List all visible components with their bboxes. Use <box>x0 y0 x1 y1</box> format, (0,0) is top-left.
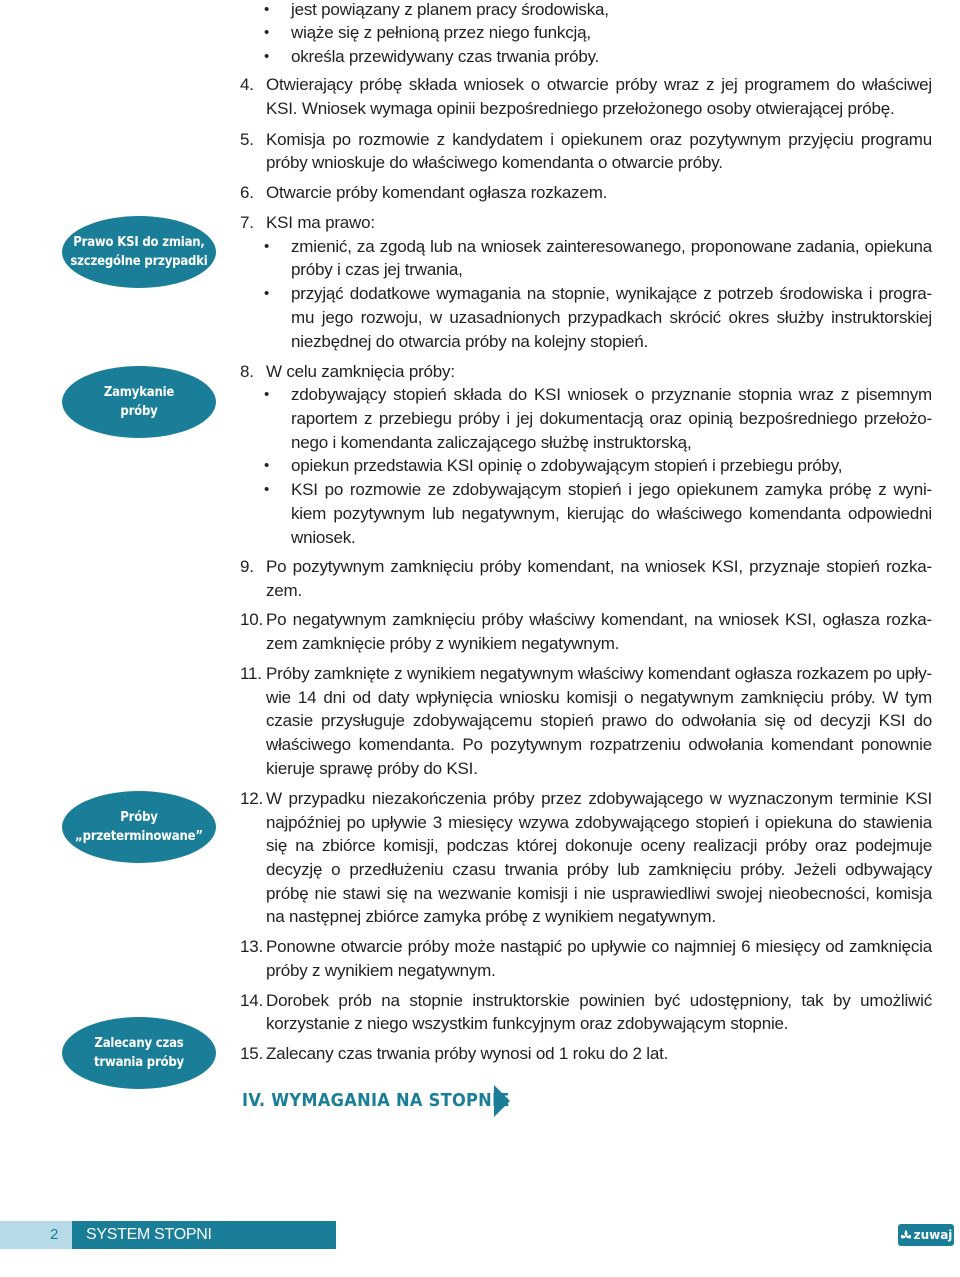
sidebar-item-label: Zalecany czas trwania próby <box>94 1036 184 1070</box>
list-item: niezbędnej do otwarcia próby na kolejny stopień. <box>291 332 649 351</box>
item-line: korzystanie z niego wszystkim funkcyjnym oraz zdobywającym stopnie. <box>266 1014 789 1033</box>
item-line: Komisja po rozmowie z kandydatem i opiekunem oraz pozytywnym przyjęciu programu <box>266 130 932 149</box>
bullet-icon: • <box>264 285 270 302</box>
bullet-icon: • <box>264 238 270 255</box>
footer-title: SYSTEM STOPNI INSTRUKTORSKICH <box>72 1221 336 1249</box>
list-item: próby i czas jej trwania, <box>291 260 463 279</box>
bullet-icon: • <box>264 24 270 41</box>
sidebar-item-label: Prawo KSI do zmian, szczególne przypadki <box>70 235 208 269</box>
item-number: 5. <box>240 130 254 149</box>
sidebar-item-prawo-ksi <box>62 216 216 288</box>
item-number: 8. <box>240 362 254 381</box>
item-line: zem. <box>266 581 303 600</box>
item-number: 11. <box>240 664 262 683</box>
list-item: KSI po rozmowie ze zdobywającym stopień i jego opiekunem zamyka próbę z wyni- <box>291 480 932 499</box>
item-line: W celu zamknięcia próby: <box>266 362 455 381</box>
item-number: 7. <box>240 213 254 232</box>
list-item: raportem z przebiegu próby i jej dokumentacją oraz opinią bezpośredniego przełożo- <box>291 409 932 428</box>
item-line: najpóźniej po upływie 3 miesięcy wzywa zdobywającego stopień i opiekuna do stawienia <box>266 813 932 832</box>
item-number: 15. <box>240 1044 264 1063</box>
item-line: Po pozytywnym zamknięciu próby komendant, na wniosek KSI, przyznaje stopień rozka- <box>266 557 932 576</box>
item-line: Zalecany czas trwania próby wynosi od 1 roku do 2 lat. <box>266 1044 669 1063</box>
item-number: 12. <box>240 789 264 808</box>
item-line: Próby zamknięte z wynikiem negatywnym właściwy komendant ogłasza rozkazem po upły- <box>266 664 932 683</box>
sidebar-item-zamykanie <box>62 366 216 438</box>
item-line: Po negatywnym zamknięciu próby właściwy komendant, na wniosek KSI, ogłasza rozka- <box>266 610 932 629</box>
item-line: próby z wynikiem negatywnym. <box>266 961 496 980</box>
item-line: KSI. Wniosek wymaga opinii bezpośredniego przełożonego osoby otwierającej próbę. <box>266 99 895 118</box>
list-item: jest powiązany z planem pracy środowiska, <box>291 0 609 19</box>
bullet-icon: • <box>264 48 270 65</box>
item-number: 9. <box>240 557 254 576</box>
item-number: 14. <box>240 991 264 1010</box>
sidebar-item-label: Zamykanie próby <box>103 385 175 419</box>
item-line: się na zbiórce komisji, podczas której dokonuje oceny realizacji próby oraz podejmuje <box>266 836 932 855</box>
bullet-icon: • <box>264 457 270 474</box>
list-item: wniosek. <box>291 528 356 547</box>
item-line: KSI ma prawo: <box>266 213 375 232</box>
list-item: wiąże się z pełnioną przez niego funkcją, <box>291 23 591 42</box>
lily-icon <box>900 1229 912 1241</box>
item-line: na następnej zbiórce zamyka próbę z wynikiem negatywnym. <box>266 907 716 926</box>
bullet-icon: • <box>264 481 270 498</box>
list-item: określa przewidywany czas trwania próby. <box>291 47 600 66</box>
item-line: próby wnioskuje do właściwego komendanta o otwarcie próby. <box>266 153 723 172</box>
item-line: czasie przysługuje zdobywającemu stopień prawo do odwołania się od decyzji KSI do <box>266 711 932 730</box>
section-heading: IV. WYMAGANIA NA STOPNIE <box>242 1090 510 1111</box>
item-line: Dorobek prób na stopnie instruktorskie powinien być udostępniony, tak by umożliwić <box>266 991 932 1010</box>
bullet-icon: • <box>264 386 270 403</box>
bullet-icon: • <box>264 1 270 18</box>
item-line: zem zamknięcie próby z wynikiem negatywnym. <box>266 634 620 653</box>
list-item: zdobywający stopień składa do KSI wniosek o przyznanie stopnia wraz z pisemnym <box>291 385 932 404</box>
list-item: mu jego rozwoju, w uzasadnionych przypadkach skrócić okres służby instruktorskiej <box>291 308 932 327</box>
logo-text: zuwaj <box>913 1228 953 1242</box>
item-number: 4. <box>240 75 254 94</box>
item-line: Ponowne otwarcie próby może nastąpić po upływie co najmniej 6 miesięcy od zamknięcia <box>266 937 932 956</box>
list-item: zmienić, za zgodą lub na wniosek zainteresowanego, proponowane zadania, opiekuna <box>291 237 932 256</box>
list-item: opiekun przedstawia KSI opinię o zdobywającym stopień i przebiegu próby, <box>291 456 843 475</box>
zhp-logo <box>898 1224 954 1246</box>
list-item: nego i komendanta zaliczającego służbę instruktorską, <box>291 433 692 452</box>
sidebar-item-czas-trwania <box>62 1017 216 1089</box>
item-line: wie 14 dni od daty wpłynięcia wniosku komisji o negatywnym zamknięciu próby. W tym <box>266 688 932 707</box>
item-line: Otwierający próbę składa wniosek o otwarcie próby wraz z jej programem do właściwej <box>266 75 932 94</box>
item-line: kieruje sprawę próby do KSI. <box>266 759 478 778</box>
sidebar-item-przeterminowane <box>62 791 216 863</box>
item-line: W przypadku niezakończenia próby przez zdobywającego w wyznaczonym terminie KSI <box>266 789 932 808</box>
item-number: 13. <box>240 937 264 956</box>
list-item: kiem pozytywnym lub negatywnym, kierując do właściwego komendanta odpowiedni <box>291 504 932 523</box>
sidebar-item-label: Próby „przeterminowane” <box>75 810 203 844</box>
item-number: 6. <box>240 183 254 202</box>
page-number: 2 <box>50 1226 59 1243</box>
item-line: Otwarcie próby komendant ogłasza rozkazem. <box>266 183 608 202</box>
item-line: decyzję o przedłużeniu czasu trwania próby lub zamknięciu próby. Jeżeli odbywający <box>266 860 932 879</box>
arrow-right-icon <box>494 1085 510 1117</box>
item-number: 10. <box>240 610 264 629</box>
item-line: właściwego komendanta. Po pozytywnym rozpatrzeniu odwołania komendant ponownie <box>266 735 932 754</box>
item-line: próbę nie stawi się na wezwanie komisji i nie usprawiedliwi swojej nieobecności, komisja <box>266 884 932 903</box>
list-item: przyjąć dodatkowe wymagania na stopnie, wynikające z potrzeb środowiska i progra- <box>291 284 932 303</box>
